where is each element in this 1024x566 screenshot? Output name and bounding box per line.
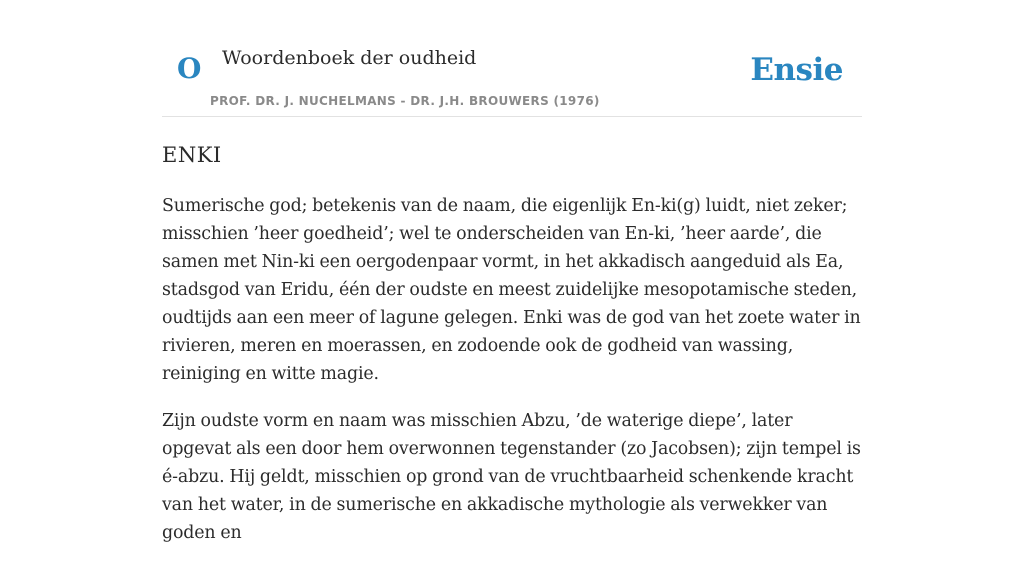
main-container [162, 0, 862, 543]
index-letter[interactable]: O [177, 52, 202, 85]
book-title[interactable]: Woordenboek der oudheid [222, 47, 477, 69]
ensie-logo-link[interactable]: Ensie [750, 52, 843, 88]
entry-title: ENKI [162, 143, 222, 167]
entry-content [162, 192, 862, 566]
entry-paragraph: Zijn oudste vorm en naam was misschien Abzu, ’de waterige diepe’, later opgevat als een door hem overwonnen tegenstander (zo Jacobsen); zijn tempel is é-abzu. Hij geldt, misschien op grond van de vruchtbaarheid schenkende kracht van het water, in de sumerische en akkadische mythologie als verwekker van goden en [162, 411, 861, 543]
header [162, 0, 862, 117]
book-authors: PROF. DR. J. NUCHELMANS - DR. J.H. BROUWERS (1976) [210, 94, 600, 108]
entry-paragraph: Sumerische god; betekenis van de naam, die eigenlijk En-ki(g) luidt, niet zeker; misschien ’heer goedheid’; wel te onderscheiden van En-ki, ’heer aarde’, die samen met Nin-ki een oergodenpaar vormt, in het akkadisch aangeduid als Ea, stadsgod van Eridu, één der oudste en meest zuidelijke mesopotamische steden, oudtijds aan een meer of lagune gelegen. Enki was de god van het zoete water in rivieren, meren en moerassen, en zodoende ook de godheid van wassing, reiniging en witte magie. [162, 196, 861, 384]
